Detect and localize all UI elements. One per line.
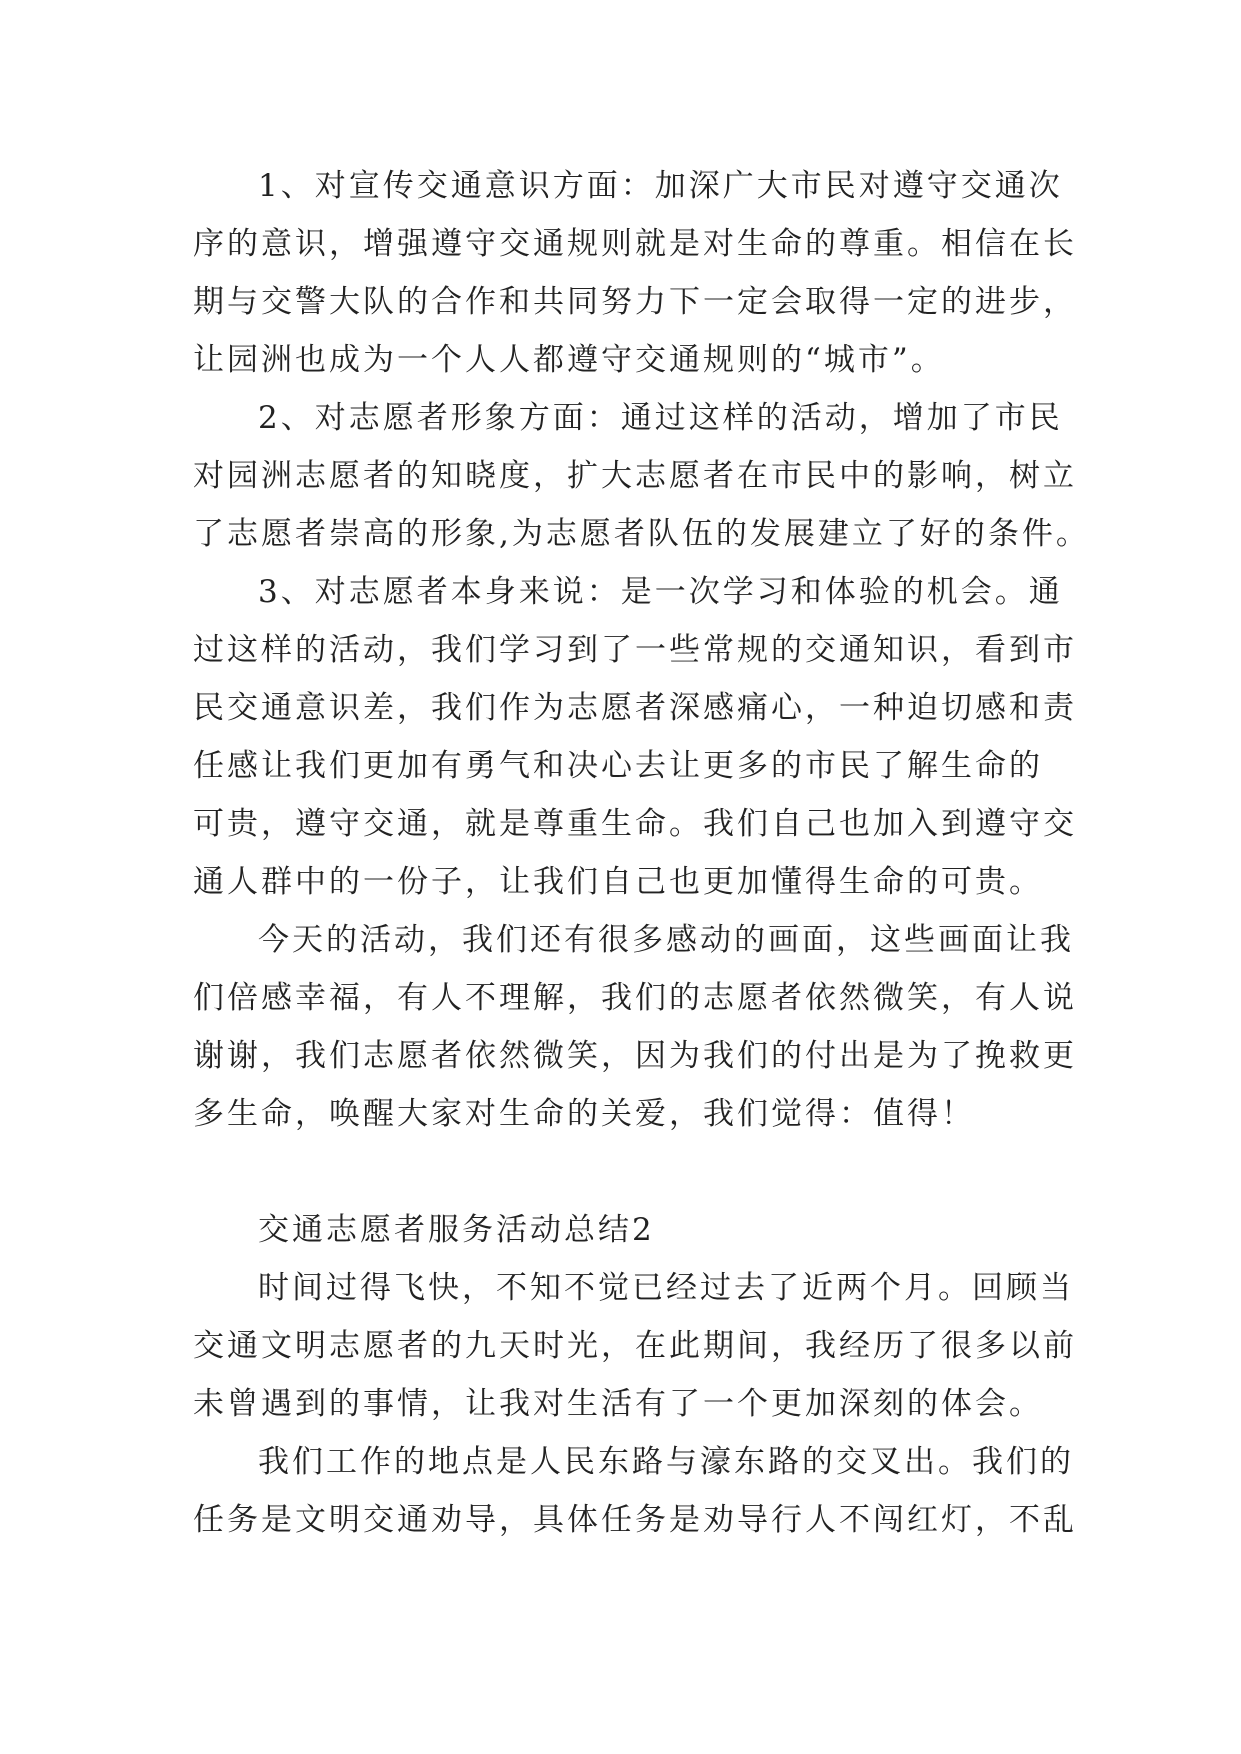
paragraph-1-line-4: 让园洲也成为一个人人都遵守交通规则的“城市”。: [193, 342, 945, 378]
paragraph-3-line-2: 过这样的活动，我们学习到了一些常规的交通知识，看到市: [193, 632, 1077, 668]
paragraph-5-line-2: 交通文明志愿者的九天时光，在此期间，我经历了很多以前: [193, 1328, 1077, 1364]
paragraph-3-line-6: 通人群中的一份子，让我们自己也更加懂得生命的可贵。: [193, 864, 1043, 900]
paragraph-2-line-1: 2、对志愿者形象方面：通过这样的活动，增加了市民: [258, 400, 1063, 436]
paragraph-3-line-3: 民交通意识差，我们作为志愿者深感痛心，一种迫切感和责: [193, 690, 1077, 726]
paragraph-4-line-1: 今天的活动，我们还有很多感动的画面，这些画面让我: [258, 922, 1074, 958]
paragraph-4-line-4: 多生命，唤醒大家对生命的关爱，我们觉得：值得！: [193, 1096, 975, 1132]
paragraph-6-line-1: 我们工作的地点是人民东路与濠东路的交叉出。我们的: [258, 1444, 1074, 1480]
paragraph-2-line-2: 对园洲志愿者的知晓度，扩大志愿者在市民中的影响，树立: [193, 458, 1077, 494]
paragraph-6-line-2: 任务是文明交通劝导，具体任务是劝导行人不闯红灯，不乱: [193, 1502, 1077, 1538]
paragraph-5-line-3: 未曾遇到的事情，让我对生活有了一个更加深刻的体会。: [193, 1386, 1043, 1422]
paragraph-1-line-1: 1、对宣传交通意识方面：加深广大市民对遵守交通次: [258, 168, 1063, 204]
paragraph-3-line-4: 任感让我们更加有勇气和决心去让更多的市民了解生命的: [193, 748, 1043, 784]
paragraph-4-line-3: 谢谢，我们志愿者依然微笑，因为我们的付出是为了挽救更: [193, 1038, 1077, 1074]
paragraph-3-line-1: 3、对志愿者本身来说：是一次学习和体验的机会。通: [258, 574, 1063, 610]
paragraph-2-line-3: 了志愿者崇高的形象,为志愿者队伍的发展建立了好的条件。: [193, 516, 1090, 552]
paragraph-5-line-1: 时间过得飞快，不知不觉已经过去了近两个月。回顾当: [258, 1270, 1074, 1306]
paragraph-3-line-5: 可贵，遵守交通，就是尊重生命。我们自己也加入到遵守交: [193, 806, 1077, 842]
section-heading: 交通志愿者服务活动总结2: [258, 1212, 655, 1248]
paragraph-1-line-2: 序的意识，增强遵守交通规则就是对生命的尊重。相信在长: [193, 226, 1077, 262]
paragraph-1-line-3: 期与交警大队的合作和共同努力下一定会取得一定的进步，: [193, 284, 1077, 320]
paragraph-4-line-2: 们倍感幸福，有人不理解，我们的志愿者依然微笑，有人说: [193, 980, 1077, 1016]
